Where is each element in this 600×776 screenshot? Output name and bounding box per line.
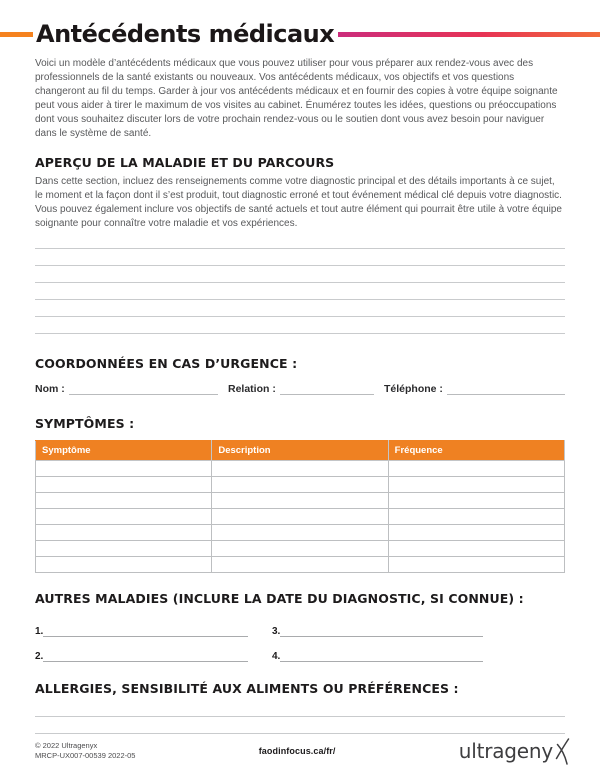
- writing-line[interactable]: [35, 266, 565, 283]
- nom-label: Nom :: [35, 383, 65, 395]
- symptome-cell[interactable]: [36, 461, 212, 477]
- condition-input-line[interactable]: [280, 627, 483, 637]
- frequence-cell[interactable]: [388, 541, 564, 557]
- ultragenyx-logo: [459, 736, 570, 765]
- symptoms-heading: SYMPTÔMES :: [35, 416, 135, 431]
- item-number: 4.: [272, 651, 281, 662]
- telephone-input-line[interactable]: [447, 383, 565, 395]
- symptome-cell[interactable]: [36, 509, 212, 525]
- column-header-frequence: Fréquence: [388, 441, 564, 461]
- symptome-cell[interactable]: [36, 541, 212, 557]
- copyright-text: © 2022 Ultragenyx: [35, 740, 98, 750]
- condition-input-line[interactable]: [43, 652, 248, 662]
- condition-input-line[interactable]: [280, 652, 483, 662]
- emergency-fields: [35, 383, 565, 395]
- footer: [35, 736, 570, 765]
- table-row: [36, 477, 565, 493]
- symptome-cell[interactable]: [36, 477, 212, 493]
- table-row: [36, 493, 565, 509]
- other-conditions-heading: AUTRES MALADIES (INCLURE LA DATE DU DIAGNOSTIC, SI CONNUE) :: [35, 591, 524, 606]
- writing-line[interactable]: [35, 232, 565, 249]
- footer-legal: [35, 741, 135, 761]
- item-number: 1.: [35, 626, 44, 637]
- writing-line[interactable]: [35, 700, 565, 717]
- header: [0, 0, 600, 48]
- field-nom: [35, 383, 218, 395]
- nom-input-line[interactable]: [69, 383, 218, 395]
- description-cell[interactable]: [212, 509, 388, 525]
- condition-item-4: [272, 637, 483, 662]
- table-row: [36, 557, 565, 573]
- writing-line[interactable]: [35, 300, 565, 317]
- symptoms-table-header: [36, 441, 565, 461]
- document-code: MRCP-UX007-00539 2022-05: [35, 750, 136, 760]
- table-row: [36, 525, 565, 541]
- table-row: [36, 541, 565, 557]
- emergency-heading: COORDONNÉES EN CAS D’URGENCE :: [35, 356, 298, 371]
- condition-item-1: [35, 612, 248, 637]
- item-number: 2.: [35, 651, 44, 662]
- intro-paragraph: Voici un modèle d’antécédents médicaux que vous pouvez utiliser pour vous préparer aux rendez-vous avec des professionnels de la santé existants ou nouveaux. Vos antécédents médicaux, vos objectifs et vos questions changeront au fil du temps. Garder à jour vos antécédents médicaux et en fournir des copies à votre équipe soignante peut vous aider à tirer le maximum de vos visites au cabinet. Énumérez toutes les idées, questions ou préoccupations dont vous souhaitez discuter lors de votre prochain rendez-vous ou le soutien dont vous avez besoin pour naviguer dans le système de santé.: [35, 58, 558, 139]
- frequence-cell[interactable]: [388, 461, 564, 477]
- column-header-symptome: Symptôme: [36, 441, 212, 461]
- relation-label: Relation :: [228, 383, 276, 395]
- symptoms-table-body: [36, 461, 565, 573]
- frequence-cell[interactable]: [388, 525, 564, 541]
- writing-line[interactable]: [35, 317, 565, 334]
- description-cell[interactable]: [212, 461, 388, 477]
- column-header-description: Description: [212, 441, 388, 461]
- logo-x-icon: [554, 738, 570, 765]
- writing-line[interactable]: [35, 283, 565, 300]
- writing-line[interactable]: [35, 717, 565, 734]
- symptome-cell[interactable]: [36, 525, 212, 541]
- description-cell[interactable]: [212, 493, 388, 509]
- frequence-cell[interactable]: [388, 509, 564, 525]
- frequence-cell[interactable]: [388, 477, 564, 493]
- description-cell[interactable]: [212, 557, 388, 573]
- condition-item-2: [35, 637, 248, 662]
- table-row: [36, 509, 565, 525]
- frequence-cell[interactable]: [388, 557, 564, 573]
- relation-input-line[interactable]: [280, 383, 374, 395]
- symptoms-table: [35, 440, 565, 573]
- condition-item-3: [272, 612, 483, 637]
- table-row: [36, 461, 565, 477]
- frequence-cell[interactable]: [388, 493, 564, 509]
- field-telephone: [384, 383, 565, 395]
- description-cell[interactable]: [212, 541, 388, 557]
- symptome-cell[interactable]: [36, 557, 212, 573]
- page-title: Antécédents médicaux: [36, 20, 335, 48]
- condition-input-line[interactable]: [43, 627, 248, 637]
- logo-wordmark: ultrageny: [458, 738, 553, 763]
- writing-line[interactable]: [35, 249, 565, 266]
- description-cell[interactable]: [212, 525, 388, 541]
- overview-paragraph: Dans cette section, incluez des renseignements comme votre diagnostic principal et des détails importants à ce sujet, le moment et la façon dont il s’est produit, tout diagnostic erroné et tout événement médical clé depuis votre diagnostic. Vous pouvez également inclure vos objectifs de santé actuels et tout autre élément qui pourrait être utile à votre équipe soignante pour connaître votre maladie et vos expériences.: [35, 176, 562, 229]
- field-relation: [228, 383, 374, 395]
- symptome-cell[interactable]: [36, 493, 212, 509]
- overview-heading: APERÇU DE LA MALADIE ET DU PARCOURS: [35, 155, 335, 170]
- accent-dash: [0, 32, 33, 37]
- allergies-writing-lines: [35, 700, 565, 734]
- footer-url[interactable]: faodinfocus.ca/fr/: [258, 745, 336, 756]
- telephone-label: Téléphone :: [384, 383, 443, 395]
- allergies-heading: ALLERGIES, SENSIBILITÉ AUX ALIMENTS OU PRÉFÉRENCES :: [35, 681, 459, 696]
- gradient-rule: [338, 32, 600, 37]
- item-number: 3.: [272, 626, 281, 637]
- overview-writing-lines: [35, 232, 565, 334]
- other-conditions-list: [35, 612, 483, 662]
- description-cell[interactable]: [212, 477, 388, 493]
